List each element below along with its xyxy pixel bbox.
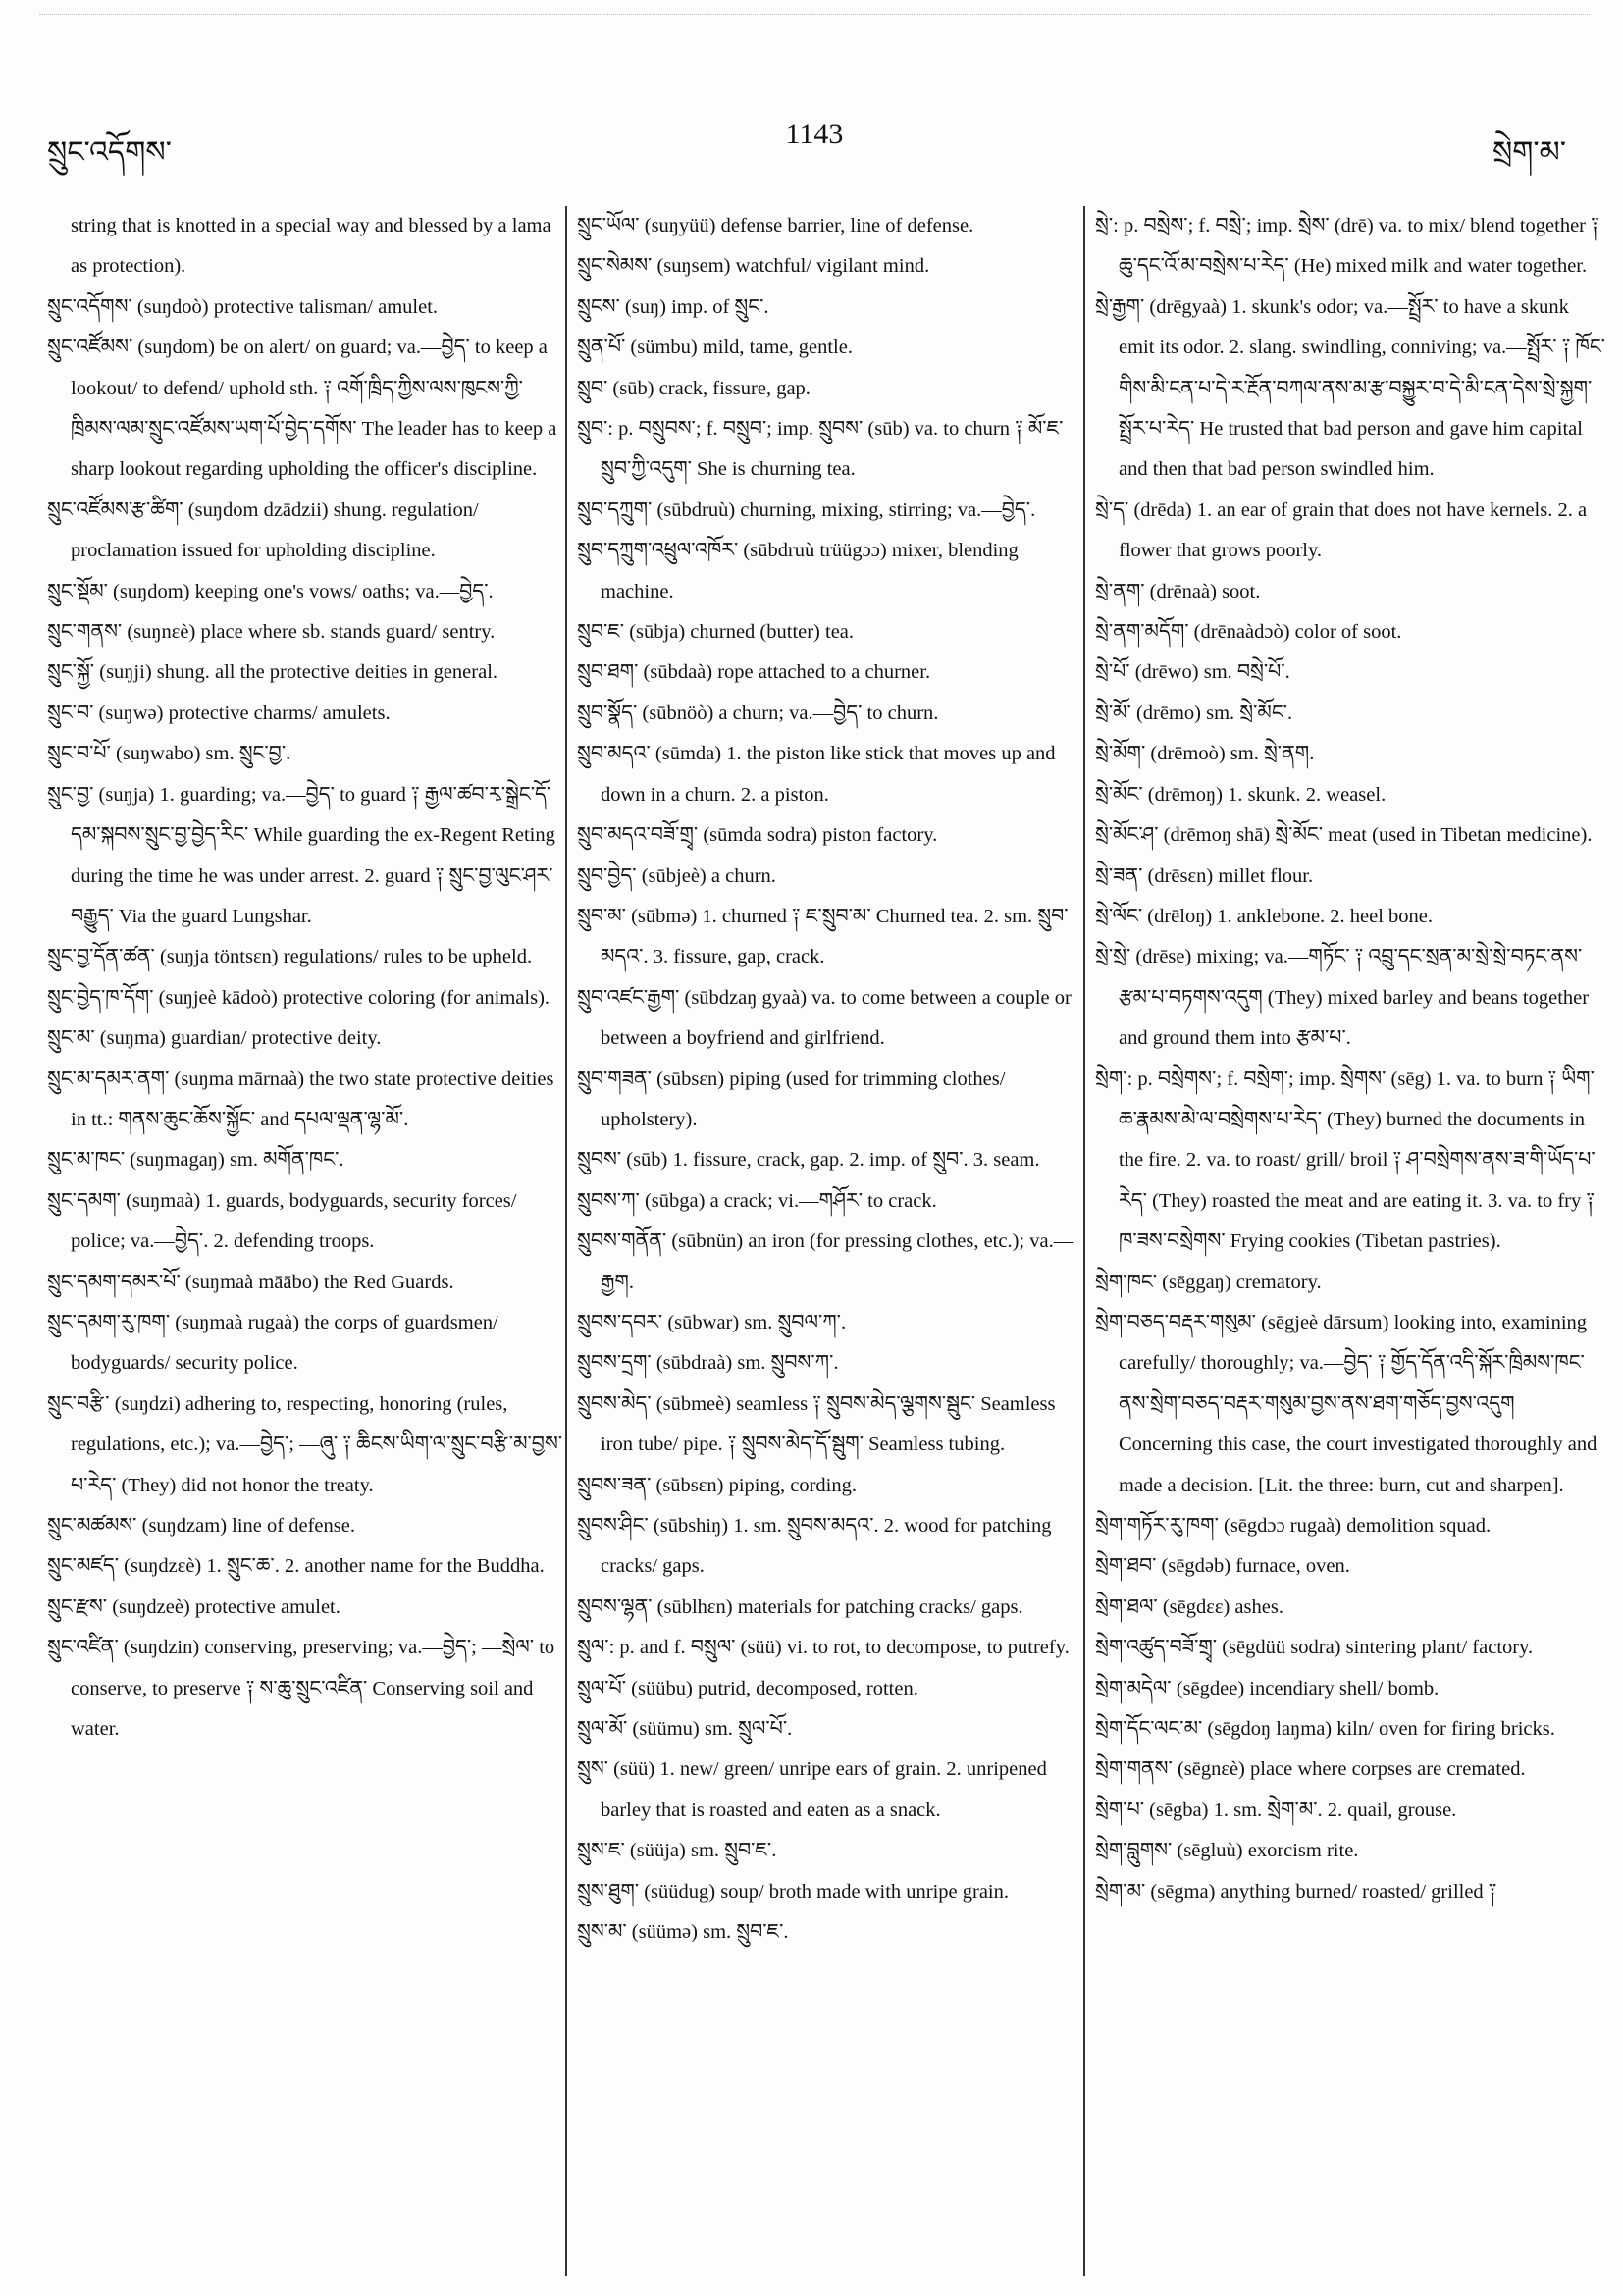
dictionary-entry: སྲུང་ཡོལ་ (suŋyüü) defense barrier, line of defense.	[577, 215, 974, 236]
dictionary-entry: སྲེག་བཅད་བརྡར་གསུམ་ (sēgjeè dārsum) looking into, examining carefully/ thoroughly; va.—བྱེད་ ༑ གྱོད་དོན་འདི་སྐོར་ཁྲིམས་ཁང་ནས་སྲེག་བཅད་བརྡར་གསུམ་བྱས་ནས་ཐག་གཅོད་བྱས་འདུག Concerning this case, the court investigated thoroughly and made a decision. [Lit. the three: burn, cut and sharpen].	[1095, 1311, 1597, 1496]
dictionary-entry: སྲུས་མ་ (süümə) sm. སྲུབ་ཇ་.	[577, 1921, 789, 1944]
dictionary-entry: སྲེ་ནག་ (drēnaà) soot.	[1095, 580, 1261, 602]
dictionary-entry: སྲེག་བླུགས་ (sēgluù) exorcism rite.	[1095, 1840, 1359, 1862]
dictionary-entry: སྲེ་མོ་ (drēmo) sm. སྲེ་མོང་.	[1095, 702, 1293, 724]
dictionary-entry: སྲུང་སྐྱོ་ (suŋji) shung. all the protective deities in general.	[47, 661, 498, 684]
dictionary-entry: སྲུང་འདོགས་ (suŋdoò) protective talisman/ amulet.	[47, 295, 439, 318]
dictionary-entry: སྲུང་བྱེད་ཁ་དོག་ (suŋjeè kādoò) protective coloring (for animals).	[47, 986, 550, 1009]
dictionary-entry: སྲུབས་ལྷན་ (sūblhεn) materials for patching cracks/ gaps.	[577, 1595, 1023, 1618]
dictionary-entry: སྲེ་མོང་ (drēmoŋ) 1. skunk. 2. weasel.	[1095, 783, 1387, 806]
dictionary-entry: སྲུལ་མོ་ (süümu) sm. སྲུལ་པོ་.	[577, 1718, 793, 1741]
dictionary-entry: སྲེ་སྲེ་ (drēse) mixing; va.—གཏོང་ ༑ འབྲུ་དང་སྲན་མ་སྲེ་སྲེ་བཏང་ནས་རྩམ་པ་བཏགས་འདུག (They) mixed barley and beans together and ground them into རྩམ་པ་.	[1095, 946, 1590, 1050]
dictionary-entry: སྲུབས་ཀ་ (sūbga) a crack; vi.—གཤོར་ to crack.	[577, 1189, 937, 1212]
dictionary-entry: སྲུང་འཛོམས་རྩ་ཚིག་ (suŋdom dzādzii) shung. regulation/ proclamation issued for upholding discipline.	[47, 498, 479, 562]
dictionary-entry: སྲེ་མོག་ (drēmoò) sm. སྲེ་ནག.	[1095, 743, 1315, 765]
dictionary-entry: སྲུབ་ཇ་ (sūbja) churned (butter) tea.	[577, 621, 855, 644]
dictionary-entry: སྲེག་མདེལ་ (sēgdee) incendiary shell/ bomb.	[1095, 1677, 1440, 1699]
dictionary-entry: སྲུལ་པོ་ (süübu) putrid, decomposed, rotten.	[577, 1677, 918, 1699]
dictionary-entry: སྲུང་བྱ་ (suŋja) 1. guarding; va.—བྱེད་ to guard ༑ རྒྱལ་ཚབ་རྭ་སྒྲེང་དོ་དམ་སྐབས་སྲུང་བྱ་བྱེད་རིང་ While guarding the ex-Regent Reting during the time he was under arrest. 2. guard ༑ སྲུང་བྱ་ལུང་ཤར་བརྒྱུད་ Via the guard Lungshar.	[47, 783, 555, 927]
dictionary-entry: སྲུབ་སྣོད་ (sūbnöò) a churn; va.—བྱེད་ to churn.	[577, 702, 939, 724]
dictionary-entry: སྲུབ་མ་ (sūbmə) 1. churned ༑ ཇ་སྲུབ་མ་ Churned tea. 2. sm. སྲུབ་མདའ་. 3. fissure, gap, crack.	[577, 905, 1069, 968]
dictionary-entry: སྲུབ་གཟན་ (sūbsεn) piping (used for trimming clothes/ upholstery).	[577, 1068, 1006, 1130]
dictionary-entry: སྲུལ་: p. and f. བསྲུལ་ (süü) vi. to rot, to decompose, to putrefy.	[577, 1637, 1070, 1659]
page-header	[0, 108, 1623, 170]
dictionary-entry: སྲུང་མཚམས་ (suŋdzam) line of defense.	[47, 1515, 355, 1537]
dictionary-entry: སྲེག་ཐལ་ (sēgdεε) ashes.	[1095, 1595, 1283, 1618]
dictionary-entry: སྲུང་བ་ (suŋwə) protective charms/ amulets.	[47, 702, 391, 724]
dictionary-entry: སྲེ་ནག་མདོག་ (drēnaàdɔò) color of soot.	[1095, 621, 1402, 644]
dictionary-entry: སྲུབ་མདའ་ (sūmda) 1. the piston like stick that moves up and down in a churn. 2. a piston.	[577, 743, 1056, 806]
dictionary-entry: སྲུབ་འཛང་རྒྱག་ (sūbdzaŋ gyaà) va. to come between a couple or between a boyfriend and girlfriend.	[577, 986, 1072, 1050]
dictionary-entry: སྲེ་ད་ (drēda) 1. an ear of grain that does not have kernels. 2. a flower that grows poorly.	[1095, 498, 1588, 562]
dictionary-entry: སྲེག་གཏོར་རུ་ཁག་ (sēgdɔɔ rugaà) demolition squad.	[1095, 1515, 1492, 1537]
left-guide-word: སྲུང་འདོགས་	[47, 135, 172, 170]
dictionary-entry: སྲུན་པོ་ (sümbu) mild, tame, gentle.	[577, 337, 853, 359]
dictionary-entry: སྲུང་སེམས་ (suŋsem) watchful/ vigilant mind.	[577, 255, 930, 278]
dictionary-entry: སྲུང་བྱ་དོན་ཚན་ (suŋja töntsεn) regulations/ rules to be upheld.	[47, 946, 533, 968]
column-2	[565, 206, 1083, 2276]
dictionary-entry: སྲེག་པ་ (sēgba) 1. sm. སྲེག་མ་. 2. quail, grouse.	[1095, 1799, 1457, 1821]
dictionary-entry: སྲུང་མ་ (suŋma) guardian/ protective deity.	[47, 1027, 382, 1050]
right-guide-word: སྲེག་མ་	[1492, 135, 1566, 170]
dictionary-entry: སྲུང་མ་ཁང་ (suŋmagaŋ) sm. མགོན་ཁང་.	[47, 1149, 344, 1172]
dictionary-entry: སྲུང་འཛོམས་ (suŋdom) be on alert/ on guard; va.—བྱེད་ to keep a lookout/ to defend/ uphold sth. ༑ འགོ་ཁྲིད་ཀྱིས་ལས་ཁུངས་ཀྱི་ཁྲིམས་ལམ་སྲུང་འཛོམས་ཡག་པོ་བྱེད་དགོས་ The leader has to keep a sharp lookout regarding upholding the officer's discipline.	[47, 337, 557, 481]
dictionary-entry: སྲུས་ཐུག་ (süüdug) soup/ broth made with unripe grain.	[577, 1880, 1010, 1903]
dictionary-entry: སྲུབ་དཀྲུག་ (sūbdruù) churning, mixing, stirring; va.—བྱེད་.	[577, 498, 1036, 521]
dictionary-entry: སྲུབས་མེད་ (sūbmeè) seamless ༑ སྲུབས་མེད་ལྕགས་སྦུང་ Seamless iron tube/ pipe. ༑ སྲུབས་མེད་དོ་སྦུག་ Seamless tubing.	[577, 1392, 1056, 1456]
dictionary-entry: སྲུང་གནས་ (suŋnεè) place where sb. stands guard/ sentry.	[47, 621, 496, 644]
dictionary-entry: སྲུབ་དཀྲུག་འཕྲུལ་འཁོར་ (sūbdruù trüügɔɔ) mixer, blending machine.	[577, 540, 1019, 602]
dictionary-entry: སྲེ་པོ་ (drēwo) sm. བསྲེ་པོ་.	[1095, 661, 1290, 684]
dictionary-entry: སྲེ་མོང་ཤ་ (drēmoŋ shā) སྲེ་མོང་ meat (used in Tibetan medicine).	[1095, 824, 1593, 847]
dictionary-entry: སྲུང་དམག་དམར་པོ་ (suŋmaà māābo) the Red Guards.	[47, 1271, 454, 1293]
dictionary-entry: སྲུངས་ (suŋ) imp. of སྲུང་.	[577, 295, 769, 318]
dictionary-entry: སྲེག་ཁང་ (sēggaŋ) crematory.	[1095, 1271, 1322, 1293]
dictionary-entry: སྲུང་བ་པོ་ (suŋwabo) sm. སྲུང་བྱ་.	[47, 743, 291, 765]
dictionary-entry: སྲེག་ཐབ་ (sēgdəb) furnace, oven.	[1095, 1555, 1350, 1578]
dictionary-entry: སྲུབས་ (sūb) 1. fissure, crack, gap. 2. imp. of སྲུབ་. 3. seam.	[577, 1149, 1040, 1172]
dictionary-entry: སྲེག་མ་ (sēgma) anything burned/ roasted/ grilled ༑	[1095, 1880, 1497, 1903]
dictionary-entry: སྲེག་དོང་ལང་མ་ (sēgdoŋ laŋma) kiln/ oven for firing bricks.	[1095, 1718, 1555, 1741]
dictionary-entry: སྲེ་ཟན་ (drēsεn) millet flour.	[1095, 864, 1314, 887]
dictionary-entry: སྲུས་ (süü) 1. new/ green/ unripe ears of grain. 2. unripened barley that is roasted and eaten as a snack.	[577, 1758, 1047, 1821]
dictionary-entry: སྲེག་: p. བསྲེགས་; f. བསྲེག་; imp. སྲེགས་ (sēg) 1. va. to burn ༑ ཡིག་ཆ་རྣམས་མེ་ལ་བསྲེགས་པ་རེད་ (They) burned the documents in the fire. 2. va. to roast/ grill/ broil ༑ ཤ་བསྲེགས་ནས་ཟ་གི་ཡོད་པ་རེད་ (They) roasted the meat and are eating it. 3. va. to fry ༑ ཁ་ཟས་བསྲེགས་ Frying cookies (Tibetan pastries).	[1095, 1068, 1596, 1253]
dictionary-entry: སྲུང་དམག་རུ་ཁག་ (suŋmaà rugaà) the corps of guardsmen/ bodyguards/ security police.	[47, 1311, 498, 1375]
dictionary-entry: སྲེ་: p. བསྲེས་; f. བསྲེ་; imp. སྲེས་ (drē) va. to mix/ blend together ༑ ཆུ་དང་འོ་མ་བསྲེས་པ་རེད་ (He) mixed milk and water together.	[1095, 215, 1599, 278]
dictionary-entry: སྲུང་རྫས་ (suŋdzeè) protective amulet.	[47, 1595, 340, 1618]
dictionary-entry: སྲུབ་མདའ་བཟོ་གྲྭ་ (sūmda sodra) piston factory.	[577, 824, 938, 847]
dictionary-entry: སྲུབས་ཟན་ (sūbsεn) piping, cording.	[577, 1474, 857, 1496]
dictionary-entry: སྲུང་དམག་ (suŋmaà) 1. guards, bodyguards, security forces/ police; va.—བྱེད་. 2. defending troops.	[47, 1189, 517, 1253]
dictionary-entry: སྲུང་མཛད་ (suŋdzεè) 1. སྲུང་ཆ་. 2. another name for the Buddha.	[47, 1555, 545, 1578]
dictionary-entry: སྲུས་ཇ་ (süüja) sm. སྲུབ་ཇ་.	[577, 1840, 777, 1862]
dictionary-entry: སྲུབས་དབར་ (sūbwar) sm. སྲུབལ་ཀ་.	[577, 1311, 847, 1333]
dictionary-entry: སྲུང་འཛིན་ (suŋdzin) conserving, preserving; va.—བྱེད་; —སྲེལ་ to conserve, to preserve ༑ ས་ཆུ་སྲུང་འཛིན་ Conserving soil and water.	[47, 1637, 555, 1741]
dictionary-entry: སྲེག་གནས་ (sēgnεè) place where corpses are cremated.	[1095, 1758, 1526, 1781]
dictionary-entry: སྲུབ་བྱེད་ (sūbjeè) a churn.	[577, 864, 776, 887]
column-1	[47, 206, 565, 2276]
dictionary-entry: སྲེག་འཚུད་བཟོ་གྲྭ་ (sēgdüü sodra) sintering plant/ factory.	[1095, 1637, 1534, 1659]
dictionary-entry: སྲེ་རྒྱག་ (drēgyaà) 1. skunk's odor; va.—སྤྲོར་ to have a skunk emit its odor. 2. slang. swindling, conniving; va.—སྤྲོར་ ༑ ཁོང་གིས་མི་ངན་པ་དེ་ར་རྔོན་བཀལ་ནས་མ་རྩ་བསྐྱུར་བ་དེ་མི་ངན་དེས་སྲེ་སྐྱག་སྤྲོར་པ་རེད་ He trusted that bad person and gave him capital and then that bad person swindled him.	[1095, 295, 1605, 481]
dictionary-entry: སྲུང་མ་དམར་ནག་ (suŋma mārnaà) the two state protective deities in tt.: གནས་ཆུང་ཆོས་སྐྱོང་ and དཔལ་ལྡན་ལྷ་མོ་.	[47, 1068, 554, 1130]
page-number: 1143	[785, 118, 844, 150]
dictionary-entry: སྲུབ་: p. བསྲུབས་; f. བསྲུབ་; imp. སྲུབས་ (sūb) va. to churn ༑ མོ་ཇ་སྲུབ་ཀྱི་འདུག་ She is churning tea.	[577, 418, 1064, 481]
dictionary-entry: སྲུབས་དྲག་ (sūbdraà) sm. སྲུབས་ཀ་.	[577, 1352, 839, 1375]
dictionary-entry: སྲུབས་ཤིང་ (sūbshiŋ) 1. sm. སྲུབས་མདའ་. 2. wood for patching cracks/ gaps.	[577, 1515, 1052, 1578]
scan-top-edge	[39, 14, 1590, 16]
dictionary-entry: སྲེ་ལོང་ (drēloŋ) 1. anklebone. 2. heel bone.	[1095, 905, 1434, 927]
dictionary-entry: སྲུབ་ཐག་ (sūbdaà) rope attached to a churner.	[577, 661, 931, 684]
dictionary-entry: སྲུབ་ (sūb) crack, fissure, gap.	[577, 377, 811, 399]
dictionary-entry: སྲུང་བརྩི་ (suŋdzi) adhering to, respecting, honoring (rules, regulations, etc.); va.—བྱེད་; —ཞུ་ ༑ ཆིངས་ཡིག་ལ་སྲུང་བརྩི་མ་བྱས་པ་རེད་ (They) did not honor the treaty.	[47, 1392, 563, 1496]
dictionary-entry: སྲུང་སྡོམ་ (suŋdom) keeping one's vows/ oaths; va.—བྱེད་.	[47, 580, 494, 602]
dictionary-entry: སྲུབས་གནོན་ (sūbnün) an iron (for pressing clothes, etc.); va.—རྒྱག.	[577, 1230, 1074, 1293]
entry-continuation: string that is knotted in a special way and blessed by a lama as protection).	[71, 215, 551, 278]
column-3	[1083, 206, 1607, 2276]
